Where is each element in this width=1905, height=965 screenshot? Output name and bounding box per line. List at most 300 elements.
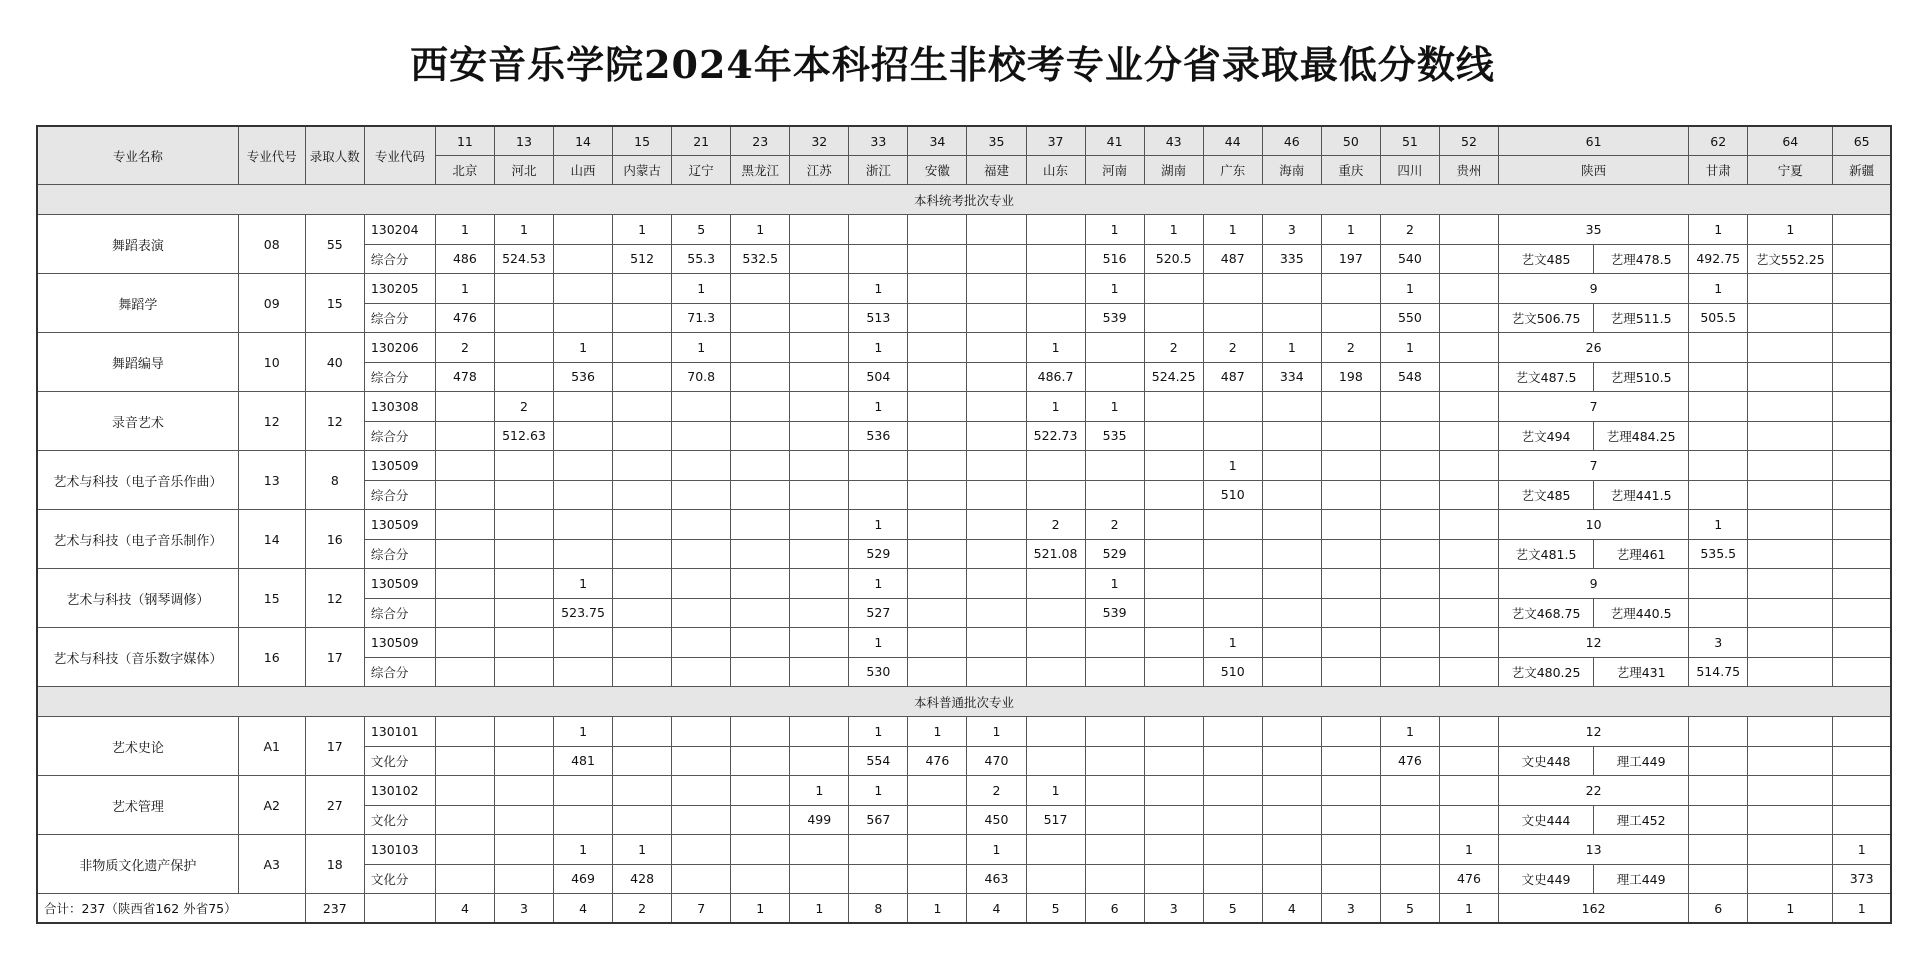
score-cell [849, 864, 908, 894]
score-cell [1144, 421, 1203, 451]
score-cell [1380, 421, 1439, 451]
score-cell [1689, 864, 1748, 894]
major-code: 14 [238, 510, 305, 569]
count-cell [1085, 835, 1144, 865]
count-cell [1748, 835, 1833, 865]
score-cell [1833, 598, 1891, 628]
score-cell [1689, 362, 1748, 392]
score-cell [494, 746, 553, 776]
total-count-cell: 3 [1144, 894, 1203, 924]
count-cell [1833, 215, 1891, 245]
score-cell [435, 864, 494, 894]
count-cell [1144, 835, 1203, 865]
count-cell: 1 [1144, 215, 1203, 245]
score-cell [1085, 864, 1144, 894]
count-cell [908, 274, 967, 304]
count-cell [435, 510, 494, 540]
total-count-cell: 4 [435, 894, 494, 924]
score-label: 文化分 [364, 864, 435, 894]
score-cell [554, 539, 613, 569]
count-cell [849, 835, 908, 865]
count-cell [1026, 835, 1085, 865]
score-cell [1085, 746, 1144, 776]
count-cell [731, 569, 790, 599]
count-cell [1833, 776, 1891, 806]
count-cell [1203, 717, 1262, 747]
count-cell: 1 [1321, 215, 1380, 245]
major-row-counts [37, 628, 1891, 658]
score-cell: 529 [1085, 539, 1144, 569]
count-cell: 1 [554, 717, 613, 747]
score-cell [1833, 480, 1891, 510]
count-cell [1203, 569, 1262, 599]
score-cell [672, 864, 731, 894]
score-cell: 530 [849, 657, 908, 687]
total-count-cell: 8 [849, 894, 908, 924]
shaanxi-score-b: 艺理511.5 [1594, 303, 1689, 333]
major-name: 录音艺术 [37, 392, 238, 451]
province-code: 14 [554, 126, 613, 156]
count-cell [494, 628, 553, 658]
score-cell: 517 [1026, 805, 1085, 835]
total-count-cell: 5 [1026, 894, 1085, 924]
count-cell [554, 215, 613, 245]
shaanxi-score-a: 文史449 [1499, 864, 1594, 894]
score-cell: 335 [1262, 244, 1321, 274]
score-cell [1689, 421, 1748, 451]
count-cell [435, 569, 494, 599]
count-cell [672, 717, 731, 747]
count-cell: 1 [1380, 333, 1439, 363]
shaanxi-score-a: 文史444 [1499, 805, 1594, 835]
score-cell [1748, 362, 1833, 392]
score-label: 综合分 [364, 303, 435, 333]
score-cell [908, 598, 967, 628]
count-cell: 1 [1262, 333, 1321, 363]
score-cell [494, 480, 553, 510]
score-cell [1144, 480, 1203, 510]
province-code: 23 [731, 126, 790, 156]
shaanxi-count: 7 [1499, 451, 1689, 481]
count-cell [494, 333, 553, 363]
shaanxi-score-b: 理工449 [1594, 746, 1689, 776]
score-cell [1439, 598, 1498, 628]
total-count-cell: 1 [1748, 894, 1833, 924]
score-cell [1262, 598, 1321, 628]
count-cell [1321, 776, 1380, 806]
count-cell [613, 628, 672, 658]
count-cell: 1 [1689, 274, 1748, 304]
count-cell: 2 [1026, 510, 1085, 540]
score-cell [1144, 746, 1203, 776]
admit-count: 15 [305, 274, 364, 333]
score-cell [1748, 421, 1833, 451]
count-cell [967, 569, 1026, 599]
score-cell: 514.75 [1689, 657, 1748, 687]
score-cell [731, 598, 790, 628]
count-cell [1748, 333, 1833, 363]
count-cell [435, 776, 494, 806]
shaanxi-score-a: 艺文485 [1499, 480, 1594, 510]
score-cell [790, 598, 849, 628]
score-cell [1380, 539, 1439, 569]
score-cell [731, 864, 790, 894]
score-label: 文化分 [364, 805, 435, 835]
count-cell [849, 451, 908, 481]
count-cell: 5 [672, 215, 731, 245]
count-cell [613, 451, 672, 481]
score-cell [1833, 805, 1891, 835]
score-cell [1085, 657, 1144, 687]
count-cell [1085, 717, 1144, 747]
score-cell: 510 [1203, 657, 1262, 687]
score-cell: 550 [1380, 303, 1439, 333]
score-cell [613, 480, 672, 510]
score-cell [790, 303, 849, 333]
count-cell [1833, 510, 1891, 540]
count-cell [1380, 776, 1439, 806]
score-label: 综合分 [364, 598, 435, 628]
score-cell: 523.75 [554, 598, 613, 628]
count-cell [494, 835, 553, 865]
score-cell [1748, 480, 1833, 510]
score-cell [1026, 480, 1085, 510]
score-cell [613, 598, 672, 628]
program-code: 130102 [364, 776, 435, 806]
count-cell [1144, 274, 1203, 304]
score-cell [554, 421, 613, 451]
count-cell [1026, 569, 1085, 599]
count-cell [1262, 628, 1321, 658]
program-code: 130509 [364, 510, 435, 540]
program-code: 130509 [364, 451, 435, 481]
major-code: 12 [238, 392, 305, 451]
count-cell [1026, 717, 1085, 747]
score-cell: 554 [849, 746, 908, 776]
page-title: 西安音乐学院2024年本科招生非校考专业分省录取最低分数线 [410, 42, 1495, 87]
score-cell [731, 805, 790, 835]
count-cell [908, 569, 967, 599]
count-cell [494, 569, 553, 599]
total-shaanxi: 162 [1499, 894, 1689, 924]
score-cell [672, 480, 731, 510]
section-row [37, 185, 1891, 215]
total-count-cell: 4 [1262, 894, 1321, 924]
total-count-cell: 1 [1833, 894, 1891, 924]
count-cell [613, 274, 672, 304]
score-cell [1085, 480, 1144, 510]
total-count-cell: 3 [1321, 894, 1380, 924]
score-cell [731, 303, 790, 333]
score-cell [554, 244, 613, 274]
count-cell: 1 [1026, 776, 1085, 806]
score-cell: 197 [1321, 244, 1380, 274]
province-name: 贵州 [1439, 156, 1498, 185]
count-cell [967, 274, 1026, 304]
total-count-cell: 5 [1380, 894, 1439, 924]
count-cell [1380, 628, 1439, 658]
major-row-counts [37, 835, 1891, 865]
count-cell [1262, 451, 1321, 481]
count-cell: 1 [1203, 451, 1262, 481]
major-row-counts [37, 392, 1891, 422]
count-cell [1321, 835, 1380, 865]
score-cell [1439, 746, 1498, 776]
score-cell [1439, 657, 1498, 687]
count-cell [1321, 717, 1380, 747]
major-code: A1 [238, 717, 305, 776]
count-cell [1321, 392, 1380, 422]
province-name: 湖南 [1144, 156, 1203, 185]
score-cell: 486.7 [1026, 362, 1085, 392]
major-code: 15 [238, 569, 305, 628]
major-name: 舞蹈学 [37, 274, 238, 333]
province-name: 福建 [967, 156, 1026, 185]
score-cell [967, 362, 1026, 392]
count-cell [1203, 835, 1262, 865]
count-cell [967, 392, 1026, 422]
score-cell [1085, 805, 1144, 835]
score-cell [1321, 598, 1380, 628]
count-cell [1144, 776, 1203, 806]
count-cell [1262, 717, 1321, 747]
shaanxi-score-a: 艺文480.25 [1499, 657, 1594, 687]
shaanxi-count: 26 [1499, 333, 1689, 363]
count-cell [435, 835, 494, 865]
score-cell: 55.3 [672, 244, 731, 274]
count-cell [908, 776, 967, 806]
score-cell: 524.25 [1144, 362, 1203, 392]
score-cell [672, 421, 731, 451]
score-cell [731, 539, 790, 569]
score-cell [967, 598, 1026, 628]
count-cell [908, 510, 967, 540]
header-admit-count: 录取人数 [305, 126, 364, 185]
province-code: 61 [1499, 126, 1689, 156]
count-cell: 1 [1748, 215, 1833, 245]
count-cell [554, 274, 613, 304]
count-cell: 1 [1026, 392, 1085, 422]
score-cell [1144, 657, 1203, 687]
count-cell: 1 [731, 215, 790, 245]
count-cell [967, 510, 1026, 540]
header-program-code: 专业代码 [364, 126, 435, 185]
score-cell [967, 244, 1026, 274]
count-cell [1439, 776, 1498, 806]
count-cell [1085, 333, 1144, 363]
province-code: 32 [790, 126, 849, 156]
score-cell: 529 [849, 539, 908, 569]
count-cell [1321, 628, 1380, 658]
admit-count: 27 [305, 776, 364, 835]
score-cell [1262, 421, 1321, 451]
score-cell [613, 746, 672, 776]
score-cell [790, 864, 849, 894]
total-count-cell: 1 [790, 894, 849, 924]
count-cell: 1 [1203, 628, 1262, 658]
province-name: 四川 [1380, 156, 1439, 185]
score-cell: 450 [967, 805, 1026, 835]
count-cell [1689, 776, 1748, 806]
shaanxi-score-a: 艺文468.75 [1499, 598, 1594, 628]
score-cell: 373 [1833, 864, 1891, 894]
score-cell [435, 805, 494, 835]
admit-count: 17 [305, 628, 364, 687]
score-cell: 71.3 [672, 303, 731, 333]
score-cell: 527 [849, 598, 908, 628]
score-cell [554, 805, 613, 835]
province-name: 重庆 [1321, 156, 1380, 185]
score-cell [1203, 805, 1262, 835]
count-cell: 1 [849, 510, 908, 540]
total-count-cell: 3 [494, 894, 553, 924]
count-cell [1748, 510, 1833, 540]
count-cell [1833, 451, 1891, 481]
score-cell [1321, 421, 1380, 451]
count-cell: 1 [672, 274, 731, 304]
province-code: 15 [613, 126, 672, 156]
shaanxi-score-a: 艺文494 [1499, 421, 1594, 451]
province-name: 河南 [1085, 156, 1144, 185]
count-cell [731, 717, 790, 747]
score-cell [1144, 805, 1203, 835]
count-cell: 2 [967, 776, 1026, 806]
score-cell [1380, 657, 1439, 687]
count-cell: 1 [672, 333, 731, 363]
score-cell [1026, 746, 1085, 776]
major-name: 艺术与科技（电子音乐制作） [37, 510, 238, 569]
score-label: 综合分 [364, 244, 435, 274]
count-cell: 1 [1689, 510, 1748, 540]
score-cell: 476 [1380, 746, 1439, 776]
province-code: 43 [1144, 126, 1203, 156]
admit-count: 17 [305, 717, 364, 776]
major-name: 舞蹈编导 [37, 333, 238, 392]
program-code: 130204 [364, 215, 435, 245]
score-cell [1380, 805, 1439, 835]
count-cell [908, 215, 967, 245]
score-cell [1262, 805, 1321, 835]
total-count-cell: 5 [1203, 894, 1262, 924]
count-cell: 1 [1085, 392, 1144, 422]
count-cell [790, 392, 849, 422]
count-cell [435, 628, 494, 658]
count-cell [1262, 510, 1321, 540]
score-cell [790, 244, 849, 274]
score-cell [1321, 539, 1380, 569]
count-cell [1262, 835, 1321, 865]
count-cell [967, 215, 1026, 245]
count-cell: 2 [1380, 215, 1439, 245]
count-cell [908, 451, 967, 481]
score-cell: 487 [1203, 362, 1262, 392]
province-name: 河北 [494, 156, 553, 185]
section-label: 本科普通批次专业 [37, 687, 1891, 717]
count-cell [1026, 215, 1085, 245]
header-major-name: 专业名称 [37, 126, 238, 185]
count-cell [1203, 392, 1262, 422]
count-cell [1833, 569, 1891, 599]
score-label: 文化分 [364, 746, 435, 776]
count-cell [1380, 835, 1439, 865]
score-cell [1026, 657, 1085, 687]
major-row-counts [37, 333, 1891, 363]
score-cell [1748, 657, 1833, 687]
count-cell: 1 [849, 628, 908, 658]
shaanxi-score-b: 艺理431 [1594, 657, 1689, 687]
score-cell [1439, 480, 1498, 510]
count-cell [494, 274, 553, 304]
score-cell [613, 539, 672, 569]
count-cell [790, 510, 849, 540]
total-row [37, 894, 1891, 924]
count-cell [672, 776, 731, 806]
count-cell [1689, 569, 1748, 599]
count-cell [790, 215, 849, 245]
count-cell [1144, 451, 1203, 481]
count-cell [731, 510, 790, 540]
score-cell: 548 [1380, 362, 1439, 392]
score-cell [1748, 539, 1833, 569]
score-cell: 536 [849, 421, 908, 451]
score-cell [1144, 864, 1203, 894]
count-cell [1262, 776, 1321, 806]
count-cell [1321, 274, 1380, 304]
count-cell [731, 333, 790, 363]
count-cell [554, 451, 613, 481]
score-cell [1203, 539, 1262, 569]
province-code: 13 [494, 126, 553, 156]
count-cell [731, 274, 790, 304]
score-cell: 492.75 [1689, 244, 1748, 274]
score-cell: 513 [849, 303, 908, 333]
shaanxi-count: 12 [1499, 717, 1689, 747]
count-cell [1748, 776, 1833, 806]
shaanxi-score-a: 艺文506.75 [1499, 303, 1594, 333]
score-cell [967, 657, 1026, 687]
score-cell [1262, 864, 1321, 894]
count-cell [1321, 510, 1380, 540]
shaanxi-score-b: 艺理478.5 [1594, 244, 1689, 274]
score-cell [1689, 480, 1748, 510]
score-cell [1026, 303, 1085, 333]
count-cell [494, 717, 553, 747]
count-cell [1144, 717, 1203, 747]
score-cell [554, 657, 613, 687]
count-cell: 1 [1380, 717, 1439, 747]
score-label: 综合分 [364, 362, 435, 392]
score-cell [1321, 657, 1380, 687]
count-cell [967, 451, 1026, 481]
count-cell [554, 776, 613, 806]
score-cell [1748, 303, 1833, 333]
score-cell [790, 539, 849, 569]
major-code: 13 [238, 451, 305, 510]
program-code: 130101 [364, 717, 435, 747]
section-row [37, 687, 1891, 717]
count-cell: 1 [849, 717, 908, 747]
score-cell [1833, 657, 1891, 687]
count-cell [790, 628, 849, 658]
count-cell [1439, 451, 1498, 481]
count-cell [731, 392, 790, 422]
shaanxi-score-b: 理工449 [1594, 864, 1689, 894]
score-cell [1144, 539, 1203, 569]
shaanxi-count: 12 [1499, 628, 1689, 658]
major-code: 08 [238, 215, 305, 274]
count-cell: 1 [849, 392, 908, 422]
province-name: 辽宁 [672, 156, 731, 185]
